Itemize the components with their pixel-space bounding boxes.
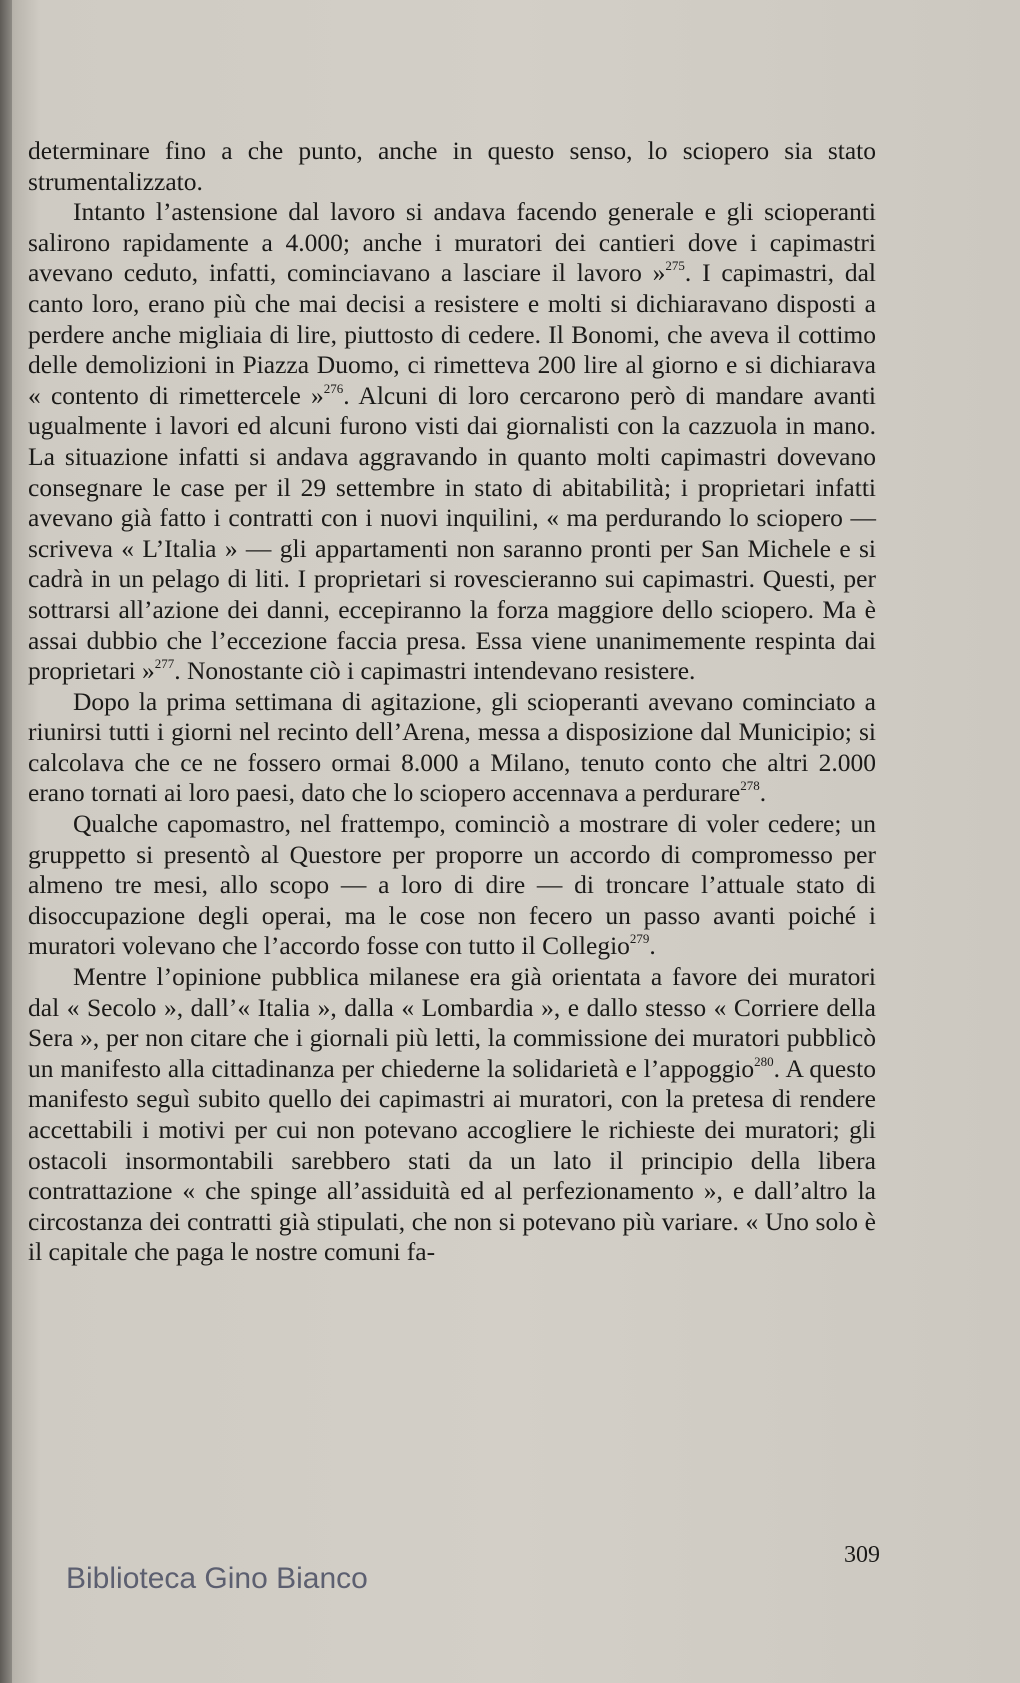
paragraph-p5 bbox=[28, 962, 876, 1268]
paragraph-text: Mentre l’opinione pubblica milanese era già orientata a favore dei muratori dal « Secolo », dall’« Italia », dalla « Lombardia », e dallo stesso « Corriere della Sera », per non citare che i giornali più letti, la commissione dei muratori pubblicò un manifesto alla cittadinanza per chiederne la solidarietà e l’appoggio bbox=[28, 962, 876, 1083]
page-number: 309 bbox=[844, 1542, 880, 1568]
paragraph-p2 bbox=[28, 197, 876, 687]
paragraph-p1 bbox=[28, 136, 876, 197]
paragraph-text: . bbox=[759, 778, 767, 808]
paragraph-text: . Nonostante ciò i capimastri intendevano resistere. bbox=[174, 656, 696, 686]
body-text bbox=[28, 136, 876, 1268]
paragraph-text: Dopo la prima settimana di agitazione, gli scioperanti avevano cominciato a riunirsi tutti i giorni nel recinto dell’Arena, messa a disposizione dal Municipio; si calcolava che ce ne fossero ormai 8.000 a Milano, tenuto conto che altri 2.000 erano tornati ai loro paesi, dato che lo sciopero accennava a perdurare bbox=[28, 686, 876, 808]
library-watermark: Biblioteca Gino Bianco bbox=[66, 1562, 368, 1595]
paragraph-text: . I capimastri, dal canto loro, erano più che mai decisi a resistere e molti si dichiaravano disposti a perdere anche migliaia di lire, piuttosto di cedere. Il Bonomi, che aveva il cottimo delle demolizioni in Piazza Duomo, ci rimetteva 200 lire al giorno e si dichiarava « contento di rimettercele » bbox=[28, 258, 876, 410]
footnote-marker: 277 bbox=[154, 656, 175, 672]
book-spine-shadow bbox=[0, 0, 12, 1683]
footnote-marker: 279 bbox=[629, 931, 650, 947]
paragraph-text: . bbox=[649, 931, 656, 961]
footnote-marker: 275 bbox=[665, 258, 685, 274]
paragraph-p3 bbox=[28, 687, 876, 809]
paragraph-p4 bbox=[28, 809, 876, 962]
paragraph-text: Intanto l’astensione dal lavoro si andava facendo generale e gli scioperanti salirono rapidamente a 4.000; anche i muratori dei cantieri dove i capimastri avevano ceduto, infatti, cominciavano a lasciare il lavoro » bbox=[28, 197, 876, 288]
footnote-marker: 276 bbox=[323, 380, 344, 396]
paragraph-text: Qualche capomastro, nel frattempo, cominciò a mostrare di voler cedere; un gruppetto si presentò al Questore per proporre un accordo di compromesso per almeno tre mesi, allo scopo — a loro di dire — di troncare l’attuale stato di disoccupazione degli operai, ma le cose non fecero un passo avanti poiché i muratori volevano che l’accordo fosse con tutto il Collegio bbox=[28, 809, 876, 961]
footnote-marker: 280 bbox=[754, 1053, 774, 1069]
paragraph-text: determinare fino a che punto, anche in questo senso, lo sciopero sia stato strumentalizzato. bbox=[28, 136, 876, 196]
footnote-marker: 278 bbox=[740, 778, 760, 794]
paragraph-text: . Alcuni di loro cercarono però di mandare avanti ugualmente i lavori ed alcuni furono visti dai giornalisti con la cazzuola in mano. La situazione infatti si andava aggravando in quanto molti capimastri dovevano consegnare le case per il 29 settembre in stato di abitabilità; i proprietari infatti avevano già fatto i contratti con i nuovi inquilini, « ma perdurando lo sciopero — scriveva « L’Italia » — gli appartamenti non saranno pronti per San Michele e si cadrà in un pelago di liti. I proprietari si rovescieranno sui capimastri. Questi, per sottrarsi all’azione dei danni, eccepiranno la forza maggiore dello sciopero. Ma è assai dubbio che l’eccezione faccia presa. Essa viene unanimemente respinta dai proprietari » bbox=[28, 380, 876, 686]
paragraph-text: . A questo manifesto seguì subito quello dei capimastri ai muratori, con la pretesa di rendere accettabili i motivi per cui non potevano accogliere le richieste dei muratori; gli ostacoli insormontabili sarebbero stati da un lato il principio della libera contrattazione « che spinge all’assiduità ed al perfezionamento », e dall’altro la circostanza dei contratti già stipulati, che non si potevano più variare. « Uno solo è il capitale che paga le nostre comuni fa- bbox=[28, 1053, 876, 1267]
